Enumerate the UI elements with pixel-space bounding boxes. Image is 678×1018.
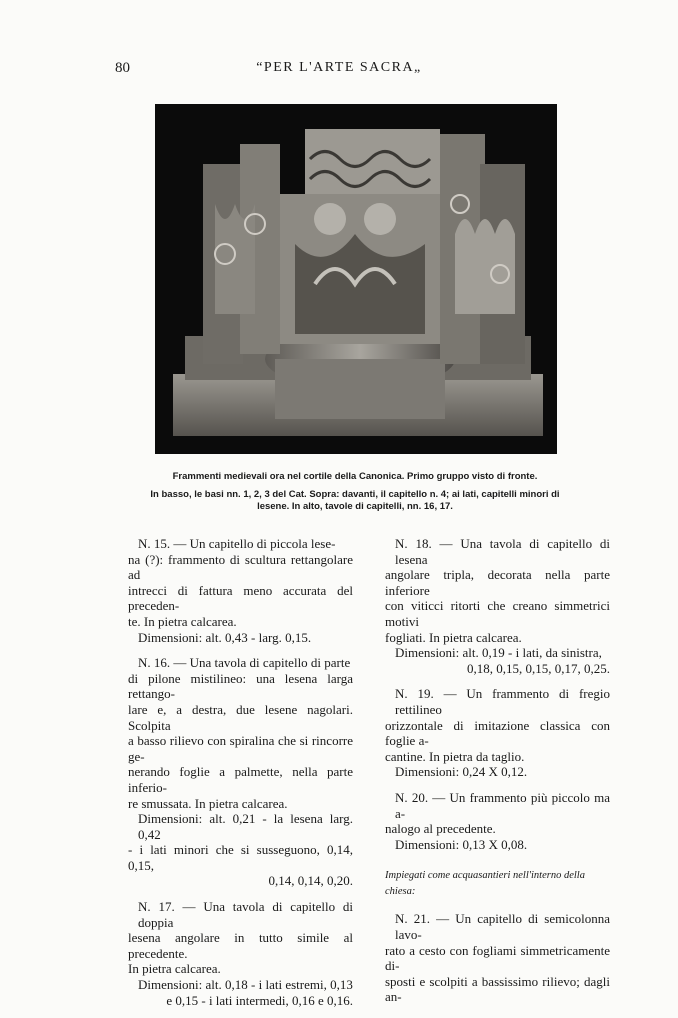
dimensions: Dimensioni: alt. 0,21 - la lesena larg. 0,42 bbox=[138, 811, 353, 842]
figure-caption-detail-b: lesene. In alto, tavole di capitelli, nn. 16, 17. bbox=[257, 501, 453, 512]
text-line: rato a cesto con fogliami simmetricamente di- bbox=[385, 942, 610, 974]
running-head: “PER L'ARTE SACRA„ bbox=[256, 60, 422, 75]
figure-caption: Frammenti medievali ora nel cortile della Canonica. Primo gruppo visto di fronte. bbox=[172, 471, 538, 482]
text-line: sposti e scolpiti a bassissimo rilievo; dagli an- bbox=[385, 973, 610, 1005]
text-line: N. 15. — Un capitello di piccola lese- bbox=[138, 536, 336, 551]
text-line: N. 20. — Un frammento più piccolo ma a- bbox=[395, 789, 610, 821]
dimensions: Dimensioni: alt. 0,18 - i lati estremi, 0,13 bbox=[138, 977, 353, 993]
text-line: te. In pietra calcarea. bbox=[128, 613, 237, 629]
entry-n16 bbox=[128, 655, 353, 889]
text-line: re smussata. In pietra calcarea. bbox=[128, 795, 288, 811]
text-line: N. 18. — Una tavola di capitello di lesena bbox=[395, 536, 610, 567]
text-line: fogliati. In pietra calcarea. bbox=[385, 629, 522, 645]
page-number: 80 bbox=[115, 60, 130, 76]
dimensions: 0,14, 0,14, 0,20. bbox=[268, 873, 353, 889]
dimensions: Dimensioni: alt. 0,43 - larg. 0,15. bbox=[138, 629, 312, 645]
text-line: cantine. In pietra da taglio. bbox=[385, 748, 525, 764]
dimensions: Dimensioni: alt. 0,19 - i lati, da sinistra, bbox=[395, 645, 602, 661]
text-line: angolare tripla, decorata nella parte inferiore bbox=[385, 567, 610, 598]
dimensions: - i lati minori che si susseguono, 0,14, 0,15, bbox=[128, 842, 353, 873]
dimensions: Dimensioni: 0,24 X 0,12. bbox=[395, 764, 528, 780]
entry-n19 bbox=[385, 686, 610, 780]
text-line: lare e, a destra, due lesene nagolari. Scolpita bbox=[128, 701, 353, 733]
text-line: nerando foglie a palmette, nella parte inferio- bbox=[128, 764, 353, 795]
entry-n15 bbox=[128, 536, 353, 645]
dimensions: e 0,15 - i lati intermedi, 0,16 e 0,16. bbox=[166, 992, 353, 1008]
figure-caption-detail bbox=[150, 489, 560, 513]
entry-n20 bbox=[385, 790, 610, 852]
text-line: In pietra calcarea. bbox=[128, 961, 221, 977]
text-line: intrecci di fattura meno accurata del preceden- bbox=[128, 582, 353, 614]
figure-caption-detail-a: In basso, le basi nn. 1, 2, 3 del Cat. Sopra: davanti, il capitello n. 4; ai lati, capitelli minori di bbox=[150, 489, 560, 500]
dimensions: Dimensioni: 0,13 X 0,08. bbox=[395, 836, 528, 852]
text-line: a basso rilievo con spiralina che si rincorre ge- bbox=[128, 733, 353, 764]
photograph-medieval-capitals bbox=[155, 104, 557, 454]
text-line: N. 17. — Una tavola di capitello di doppia bbox=[138, 899, 353, 930]
entry-n18 bbox=[385, 536, 610, 676]
text-line: N. 21. — Un capitello di semicolonna lavo- bbox=[395, 911, 610, 943]
section-heading: Impiegati come acquasantieri nell'interno della chiesa: bbox=[385, 870, 585, 897]
dimensions: 0,18, 0,15, 0,15, 0,17, 0,25. bbox=[467, 660, 610, 676]
text-line: N. 16. — Una tavola di capitello di parte bbox=[138, 655, 351, 671]
right-column bbox=[385, 536, 610, 1015]
entry-n17 bbox=[128, 899, 353, 1008]
text-line: nalogo al precedente. bbox=[385, 821, 496, 837]
text-line: na (?): frammento di scultura rettangolare ad bbox=[128, 551, 353, 583]
text-line: lesena angolare in tutto simile al precedente. bbox=[128, 930, 353, 961]
text-line: di pilone mistilineo: una lesena larga rettango- bbox=[128, 670, 353, 702]
entry-n21 bbox=[385, 911, 610, 1005]
left-column bbox=[128, 536, 353, 1018]
text-line: con viticci ritorti che creano simmetrici motivi bbox=[385, 598, 610, 629]
text-line: N. 19. — Un frammento di fregio rettilineo bbox=[395, 686, 610, 717]
text-line: orizzontale di imitazione classica con foglie a- bbox=[385, 717, 610, 749]
